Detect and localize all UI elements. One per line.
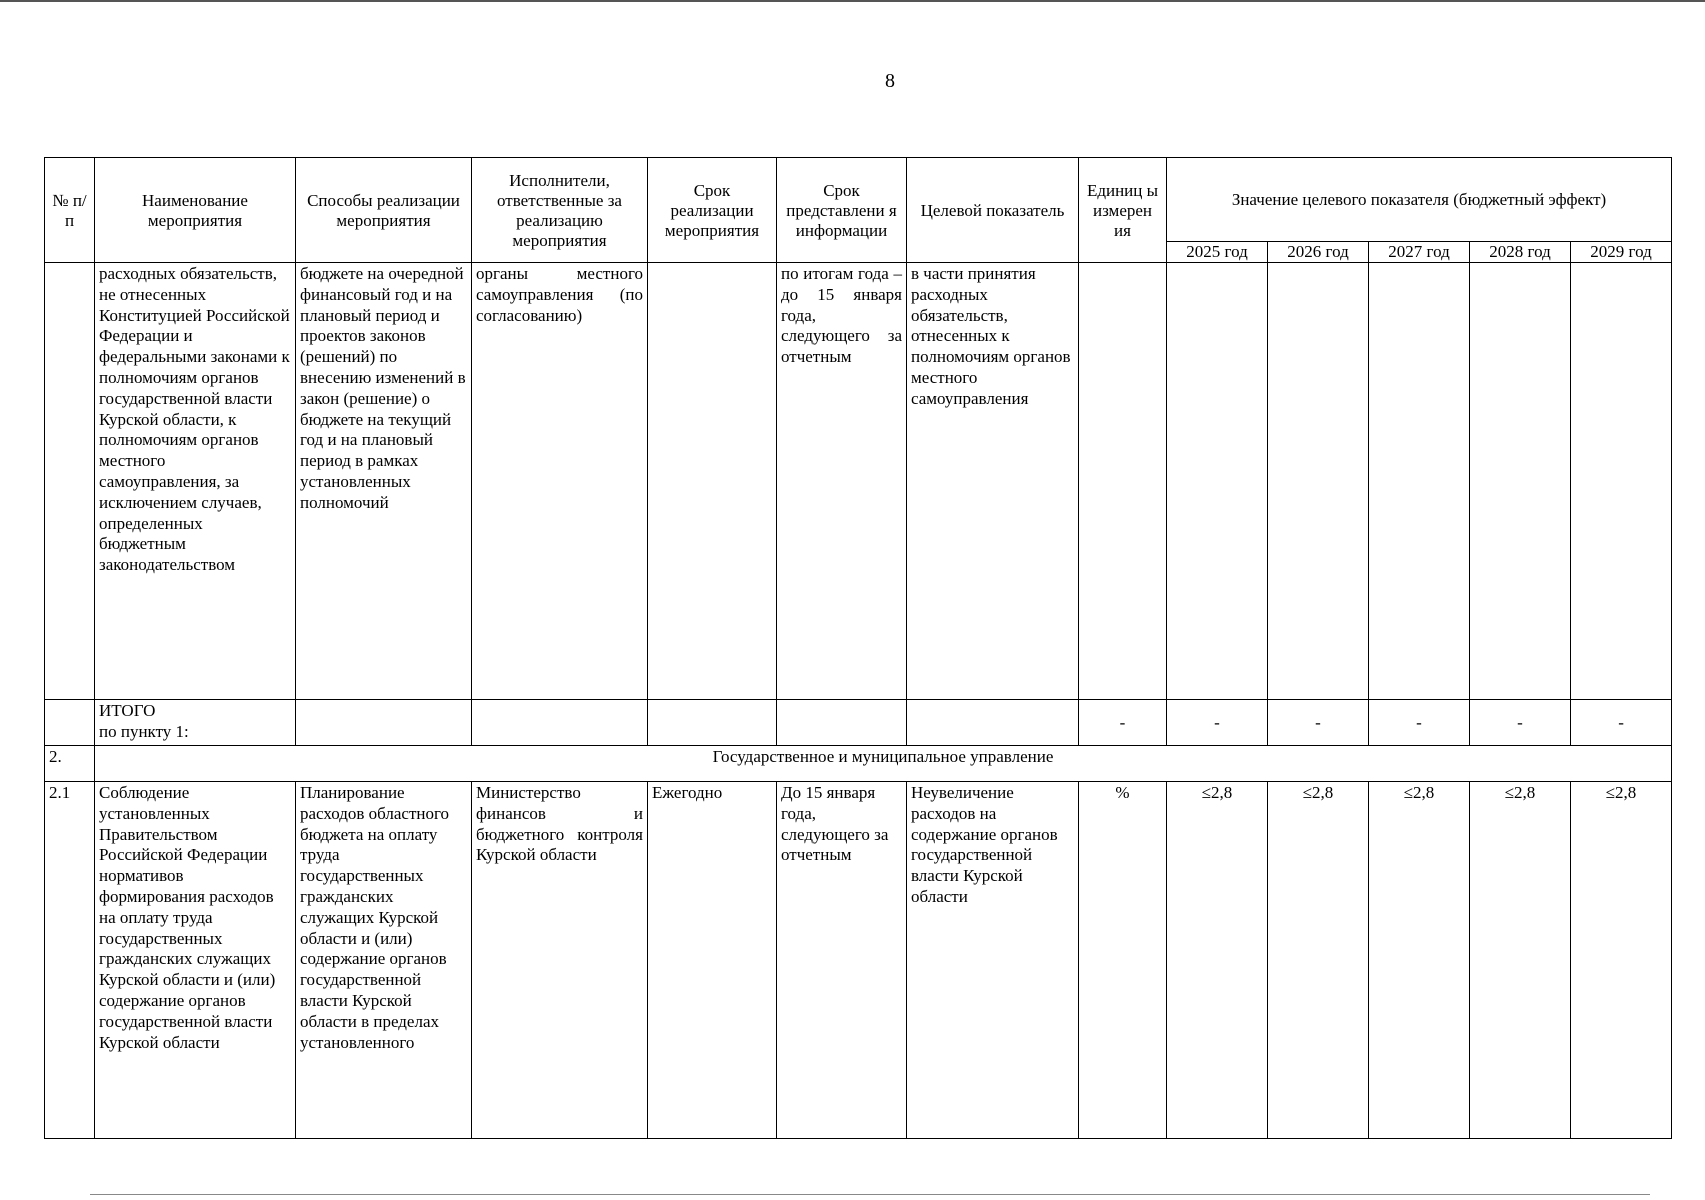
header-year: 2025 год [1167, 242, 1268, 263]
table-row [45, 263, 1672, 700]
value-cell: ≤2,8 [1167, 782, 1268, 1139]
value-cell: ≤2,8 [1369, 782, 1470, 1139]
activity-term: Ежегодно [648, 782, 777, 1139]
header-indicator: Целевой показатель [907, 158, 1079, 263]
header-name: Наименование мероприятия [95, 158, 296, 263]
value-cell: ≤2,8 [1268, 782, 1369, 1139]
activity-report-term: по итогам года – до 15 января года, следующего за отчетным [777, 263, 907, 700]
total-row [45, 700, 1672, 746]
header-year: 2027 год [1369, 242, 1470, 263]
activity-unit: % [1079, 782, 1167, 1139]
scan-edge-bottom [90, 1194, 1650, 1195]
total-unit: - [1079, 700, 1167, 746]
total-value: - [1369, 700, 1470, 746]
activity-executors: органы местного самоуправления (по согласованию) [472, 263, 648, 700]
header-num: № п/п [45, 158, 95, 263]
header-year: 2026 год [1268, 242, 1369, 263]
activity-name: Соблюдение установленных Правительством Российской Федерации нормативов формирования расходов на оплату труда государственных гражданских служащих Курской области и (или) содержание органов государственной власти Курской области [95, 782, 296, 1139]
value-cell: ≤2,8 [1470, 782, 1571, 1139]
header-term: Срок реализации мероприятия [648, 158, 777, 263]
header-report-term: Срок представлени я информации [777, 158, 907, 263]
row-num: 2.1 [45, 782, 95, 1139]
value-cell [1167, 263, 1268, 700]
table-row [45, 782, 1672, 1139]
header-value-group: Значение целевого показателя (бюджетный эффект) [1167, 158, 1672, 242]
value-cell: ≤2,8 [1571, 782, 1672, 1139]
total-label-line1: ИТОГО [99, 701, 156, 720]
activity-term [648, 263, 777, 700]
total-value: - [1167, 700, 1268, 746]
activity-methods: Планирование расходов областного бюджета на оплату труда государственных гражданских служащих Курской области и (или) содержание органов государственной власти Курской области в пределах установленного [296, 782, 472, 1139]
page-number: 8 [885, 70, 895, 92]
activity-methods: бюджете на очередной финансовый год и на плановый период и проектов законов (решений) по внесению изменений в закон (решение) о бюджете на текущий год и на плановый период в рамках установленных полномочий [296, 263, 472, 700]
header-methods: Способы реализации мероприятия [296, 158, 472, 263]
header-year: 2028 год [1470, 242, 1571, 263]
total-value: - [1470, 700, 1571, 746]
value-cell [1470, 263, 1571, 700]
value-cell [1268, 263, 1369, 700]
activity-name: расходных обязательств, не отнесенных Конституцией Российской Федерации и федеральными законами к полномочиям органов государственной власти Курской области, к полномочиям органов местного самоуправления, за исключением случаев, определенных бюджетным законодательством [95, 263, 296, 700]
section-row [45, 746, 1672, 782]
scan-edge-top [0, 0, 1705, 2]
total-value: - [1268, 700, 1369, 746]
row-num [45, 263, 95, 700]
activities-table [44, 157, 1672, 1139]
header-year: 2029 год [1571, 242, 1672, 263]
activity-indicator: Неувеличение расходов на содержание органов государственной власти Курской области [907, 782, 1079, 1139]
total-label-line2: по пункту 1: [99, 721, 189, 741]
activity-executors: Министерство финансов и бюджетного контроля Курской области [472, 782, 648, 1139]
value-cell [1571, 263, 1672, 700]
section-num: 2. [45, 746, 95, 782]
total-label [95, 700, 296, 746]
activity-report-term: До 15 января года, следующего за отчетным [777, 782, 907, 1139]
section-title: Государственное и муниципальное управление [95, 746, 1672, 782]
header-unit: Единиц ы измерен ия [1079, 158, 1167, 263]
header-executors: Исполнители, ответственные за реализацию мероприятия [472, 158, 648, 263]
total-value: - [1571, 700, 1672, 746]
activity-indicator: в части принятия расходных обязательств, отнесенных к полномочиям органов местного самоуправления [907, 263, 1079, 700]
activity-unit [1079, 263, 1167, 700]
value-cell [1369, 263, 1470, 700]
